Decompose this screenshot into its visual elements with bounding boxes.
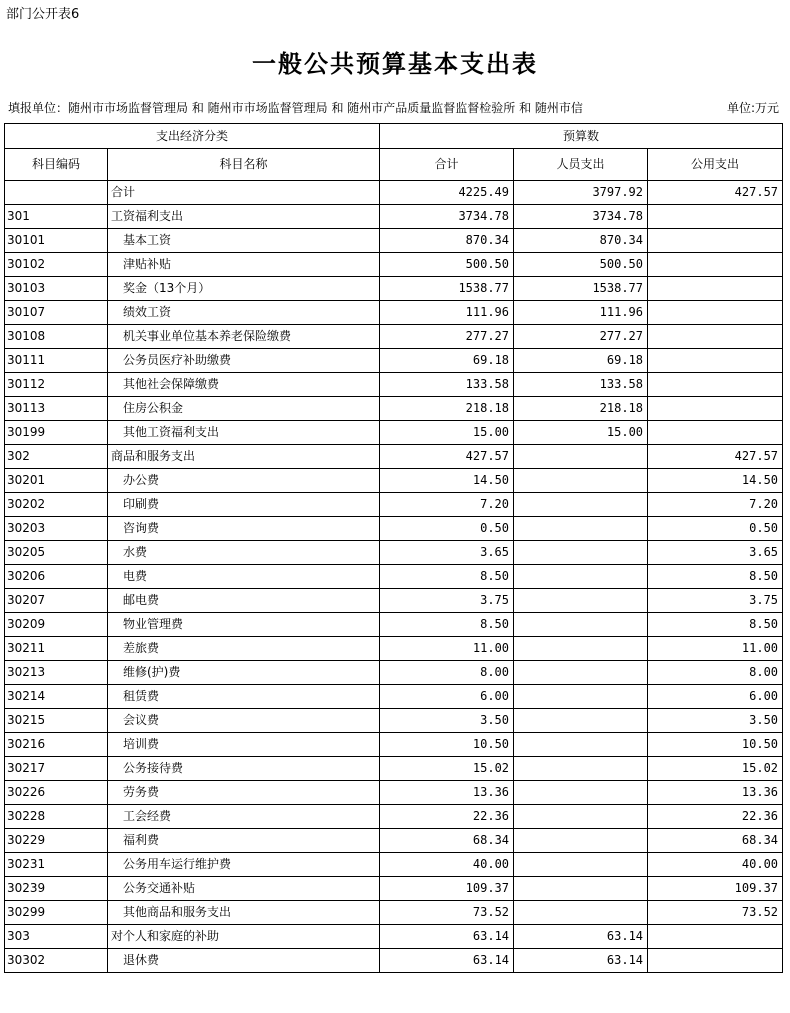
cell-public: 8.00 (648, 661, 783, 685)
cell-personnel: 1538.77 (514, 277, 648, 301)
cell-code: 302 (5, 445, 108, 469)
table-row (5, 517, 783, 541)
table-row (5, 229, 783, 253)
cell-personnel (514, 877, 648, 901)
cell-code: 30214 (5, 685, 108, 709)
table-row (5, 421, 783, 445)
cell-name: 工资福利支出 (108, 205, 380, 229)
table-row (5, 853, 783, 877)
cell-name: 会议费 (108, 709, 380, 733)
cell-personnel: 277.27 (514, 325, 648, 349)
cell-public (648, 277, 783, 301)
cell-total: 1538.77 (380, 277, 514, 301)
cell-public: 8.50 (648, 613, 783, 637)
table-row (5, 301, 783, 325)
cell-public (648, 229, 783, 253)
cell-code: 30202 (5, 493, 108, 517)
cell-personnel (514, 589, 648, 613)
cell-name: 其他社会保障缴费 (108, 373, 380, 397)
cell-personnel (514, 781, 648, 805)
cell-code: 30228 (5, 805, 108, 829)
cell-total: 870.34 (380, 229, 514, 253)
table-body (5, 181, 783, 973)
cell-personnel (514, 517, 648, 541)
cell-public (648, 325, 783, 349)
cell-personnel (514, 805, 648, 829)
cell-code: 30111 (5, 349, 108, 373)
cell-name: 退休费 (108, 949, 380, 973)
cell-code: 30302 (5, 949, 108, 973)
reporting-unit-names: 随州市市场监督管理局 和 随州市市场监督管理局 和 随州市产品质量监督监督检验所 和 随州市信 (68, 101, 583, 115)
cell-personnel: 218.18 (514, 397, 648, 421)
cell-personnel: 15.00 (514, 421, 648, 445)
cell-public: 40.00 (648, 853, 783, 877)
table-row (5, 397, 783, 421)
cell-personnel: 3797.92 (514, 181, 648, 205)
cell-public: 3.50 (648, 709, 783, 733)
cell-name: 劳务费 (108, 781, 380, 805)
cell-total: 11.00 (380, 637, 514, 661)
table-row (5, 829, 783, 853)
table-row (5, 541, 783, 565)
cell-code: 30239 (5, 877, 108, 901)
header-row-columns (5, 149, 783, 181)
cell-public: 13.36 (648, 781, 783, 805)
cell-code: 30229 (5, 829, 108, 853)
cell-public: 427.57 (648, 445, 783, 469)
cell-public (648, 397, 783, 421)
cell-total: 40.00 (380, 853, 514, 877)
table-row (5, 349, 783, 373)
cell-public (648, 925, 783, 949)
cell-personnel: 500.50 (514, 253, 648, 277)
cell-name: 公务交通补贴 (108, 877, 380, 901)
table-row (5, 565, 783, 589)
cell-code: 30209 (5, 613, 108, 637)
cell-name: 绩效工资 (108, 301, 380, 325)
cell-name: 其他商品和服务支出 (108, 901, 380, 925)
cell-total: 3.50 (380, 709, 514, 733)
table-row (5, 589, 783, 613)
cell-public (648, 349, 783, 373)
cell-total: 111.96 (380, 301, 514, 325)
cell-total: 15.00 (380, 421, 514, 445)
cell-name: 津贴补贴 (108, 253, 380, 277)
cell-total: 3734.78 (380, 205, 514, 229)
table-row (5, 949, 783, 973)
cell-total: 10.50 (380, 733, 514, 757)
cell-total: 8.00 (380, 661, 514, 685)
cell-personnel (514, 613, 648, 637)
table-row (5, 805, 783, 829)
cell-total: 427.57 (380, 445, 514, 469)
cell-total: 0.50 (380, 517, 514, 541)
cell-name: 电费 (108, 565, 380, 589)
cell-total: 133.58 (380, 373, 514, 397)
cell-public: 7.20 (648, 493, 783, 517)
cell-code: 30107 (5, 301, 108, 325)
cell-total: 3.65 (380, 541, 514, 565)
cell-total: 500.50 (380, 253, 514, 277)
cell-code: 301 (5, 205, 108, 229)
table-row (5, 685, 783, 709)
cell-public: 10.50 (648, 733, 783, 757)
cell-code: 30226 (5, 781, 108, 805)
cell-personnel (514, 493, 648, 517)
table-row (5, 925, 783, 949)
cell-public: 14.50 (648, 469, 783, 493)
cell-personnel (514, 469, 648, 493)
cell-name: 基本工资 (108, 229, 380, 253)
cell-name: 培训费 (108, 733, 380, 757)
table-row (5, 661, 783, 685)
cell-public (648, 253, 783, 277)
table-row (5, 613, 783, 637)
currency-unit: 单位:万元 (726, 101, 779, 115)
cell-total: 69.18 (380, 349, 514, 373)
cell-code: 303 (5, 925, 108, 949)
cell-personnel: 133.58 (514, 373, 648, 397)
cell-total: 8.50 (380, 565, 514, 589)
cell-public: 427.57 (648, 181, 783, 205)
cell-public: 109.37 (648, 877, 783, 901)
cell-public: 0.50 (648, 517, 783, 541)
table-row (5, 253, 783, 277)
cell-total: 109.37 (380, 877, 514, 901)
table-row (5, 181, 783, 205)
table-row (5, 733, 783, 757)
header-personnel: 人员支出 (514, 149, 648, 181)
cell-code: 30207 (5, 589, 108, 613)
cell-code: 30299 (5, 901, 108, 925)
cell-personnel: 69.18 (514, 349, 648, 373)
table-row (5, 445, 783, 469)
table-row (5, 901, 783, 925)
cell-total: 277.27 (380, 325, 514, 349)
cell-personnel (514, 637, 648, 661)
cell-public (648, 301, 783, 325)
cell-total: 218.18 (380, 397, 514, 421)
cell-name: 工会经费 (108, 805, 380, 829)
cell-public (648, 205, 783, 229)
cell-code: 30213 (5, 661, 108, 685)
cell-personnel: 111.96 (514, 301, 648, 325)
cell-name: 物业管理费 (108, 613, 380, 637)
table-row (5, 637, 783, 661)
cell-total: 13.36 (380, 781, 514, 805)
cell-name: 商品和服务支出 (108, 445, 380, 469)
cell-public: 3.75 (648, 589, 783, 613)
cell-public: 15.02 (648, 757, 783, 781)
cell-code: 30217 (5, 757, 108, 781)
cell-name: 公务员医疗补助缴费 (108, 349, 380, 373)
header-row-groups (5, 124, 783, 149)
cell-code: 30108 (5, 325, 108, 349)
cell-public: 73.52 (648, 901, 783, 925)
cell-total: 3.75 (380, 589, 514, 613)
cell-name: 公务用车运行维护费 (108, 853, 380, 877)
cell-name: 差旅费 (108, 637, 380, 661)
cell-code: 30231 (5, 853, 108, 877)
cell-name: 其他工资福利支出 (108, 421, 380, 445)
cell-personnel (514, 445, 648, 469)
header-name: 科目名称 (108, 149, 380, 181)
cell-public (648, 373, 783, 397)
cell-personnel (514, 733, 648, 757)
cell-personnel (514, 709, 648, 733)
cell-name: 租赁费 (108, 685, 380, 709)
header-group-budget: 预算数 (380, 124, 783, 149)
cell-public: 8.50 (648, 565, 783, 589)
cell-code (5, 181, 108, 205)
budget-table (4, 123, 783, 973)
page-title: 一般公共预算基本支出表 (252, 49, 538, 78)
cell-code: 30113 (5, 397, 108, 421)
cell-code: 30206 (5, 565, 108, 589)
cell-total: 73.52 (380, 901, 514, 925)
cell-name: 机关事业单位基本养老保险缴费 (108, 325, 380, 349)
cell-personnel (514, 685, 648, 709)
cell-code: 30103 (5, 277, 108, 301)
cell-personnel: 870.34 (514, 229, 648, 253)
cell-public: 68.34 (648, 829, 783, 853)
cell-total: 63.14 (380, 925, 514, 949)
cell-name: 对个人和家庭的补助 (108, 925, 380, 949)
cell-total: 14.50 (380, 469, 514, 493)
cell-total: 8.50 (380, 613, 514, 637)
cell-personnel: 63.14 (514, 925, 648, 949)
cell-name: 合计 (108, 181, 380, 205)
cell-code: 30211 (5, 637, 108, 661)
cell-code: 30201 (5, 469, 108, 493)
cell-name: 住房公积金 (108, 397, 380, 421)
cell-code: 30215 (5, 709, 108, 733)
cell-personnel (514, 757, 648, 781)
cell-total: 63.14 (380, 949, 514, 973)
cell-personnel: 63.14 (514, 949, 648, 973)
table-row (5, 493, 783, 517)
cell-name: 办公费 (108, 469, 380, 493)
cell-code: 30112 (5, 373, 108, 397)
header-total: 合计 (380, 149, 514, 181)
cell-personnel: 3734.78 (514, 205, 648, 229)
reporting-unit (8, 99, 583, 116)
cell-name: 水费 (108, 541, 380, 565)
table-row (5, 877, 783, 901)
cell-public: 6.00 (648, 685, 783, 709)
cell-personnel (514, 901, 648, 925)
table-row (5, 277, 783, 301)
cell-personnel (514, 541, 648, 565)
cell-public (648, 421, 783, 445)
table-tag: 部门公开表6 (6, 7, 80, 22)
cell-code: 30199 (5, 421, 108, 445)
cell-code: 30102 (5, 253, 108, 277)
table-row (5, 373, 783, 397)
cell-code: 30203 (5, 517, 108, 541)
header-group-classification: 支出经济分类 (5, 124, 380, 149)
table-row (5, 469, 783, 493)
cell-name: 福利费 (108, 829, 380, 853)
cell-code: 30101 (5, 229, 108, 253)
cell-total: 68.34 (380, 829, 514, 853)
table-row (5, 205, 783, 229)
cell-total: 7.20 (380, 493, 514, 517)
cell-total: 15.02 (380, 757, 514, 781)
cell-public: 22.36 (648, 805, 783, 829)
table-row (5, 709, 783, 733)
cell-name: 维修(护)费 (108, 661, 380, 685)
table-row (5, 781, 783, 805)
table-row (5, 325, 783, 349)
cell-name: 邮电费 (108, 589, 380, 613)
cell-personnel (514, 829, 648, 853)
cell-total: 4225.49 (380, 181, 514, 205)
cell-public: 11.00 (648, 637, 783, 661)
cell-name: 咨询费 (108, 517, 380, 541)
cell-total: 6.00 (380, 685, 514, 709)
header-code: 科目编码 (5, 149, 108, 181)
reporting-unit-prefix: 填报单位： (8, 101, 69, 115)
table-row (5, 757, 783, 781)
cell-personnel (514, 565, 648, 589)
cell-public (648, 949, 783, 973)
cell-total: 22.36 (380, 805, 514, 829)
cell-public: 3.65 (648, 541, 783, 565)
cell-code: 30216 (5, 733, 108, 757)
cell-name: 印刷费 (108, 493, 380, 517)
cell-name: 公务接待费 (108, 757, 380, 781)
header-public: 公用支出 (648, 149, 783, 181)
cell-personnel (514, 661, 648, 685)
cell-personnel (514, 853, 648, 877)
cell-code: 30205 (5, 541, 108, 565)
cell-name: 奖金（13个月） (108, 277, 380, 301)
